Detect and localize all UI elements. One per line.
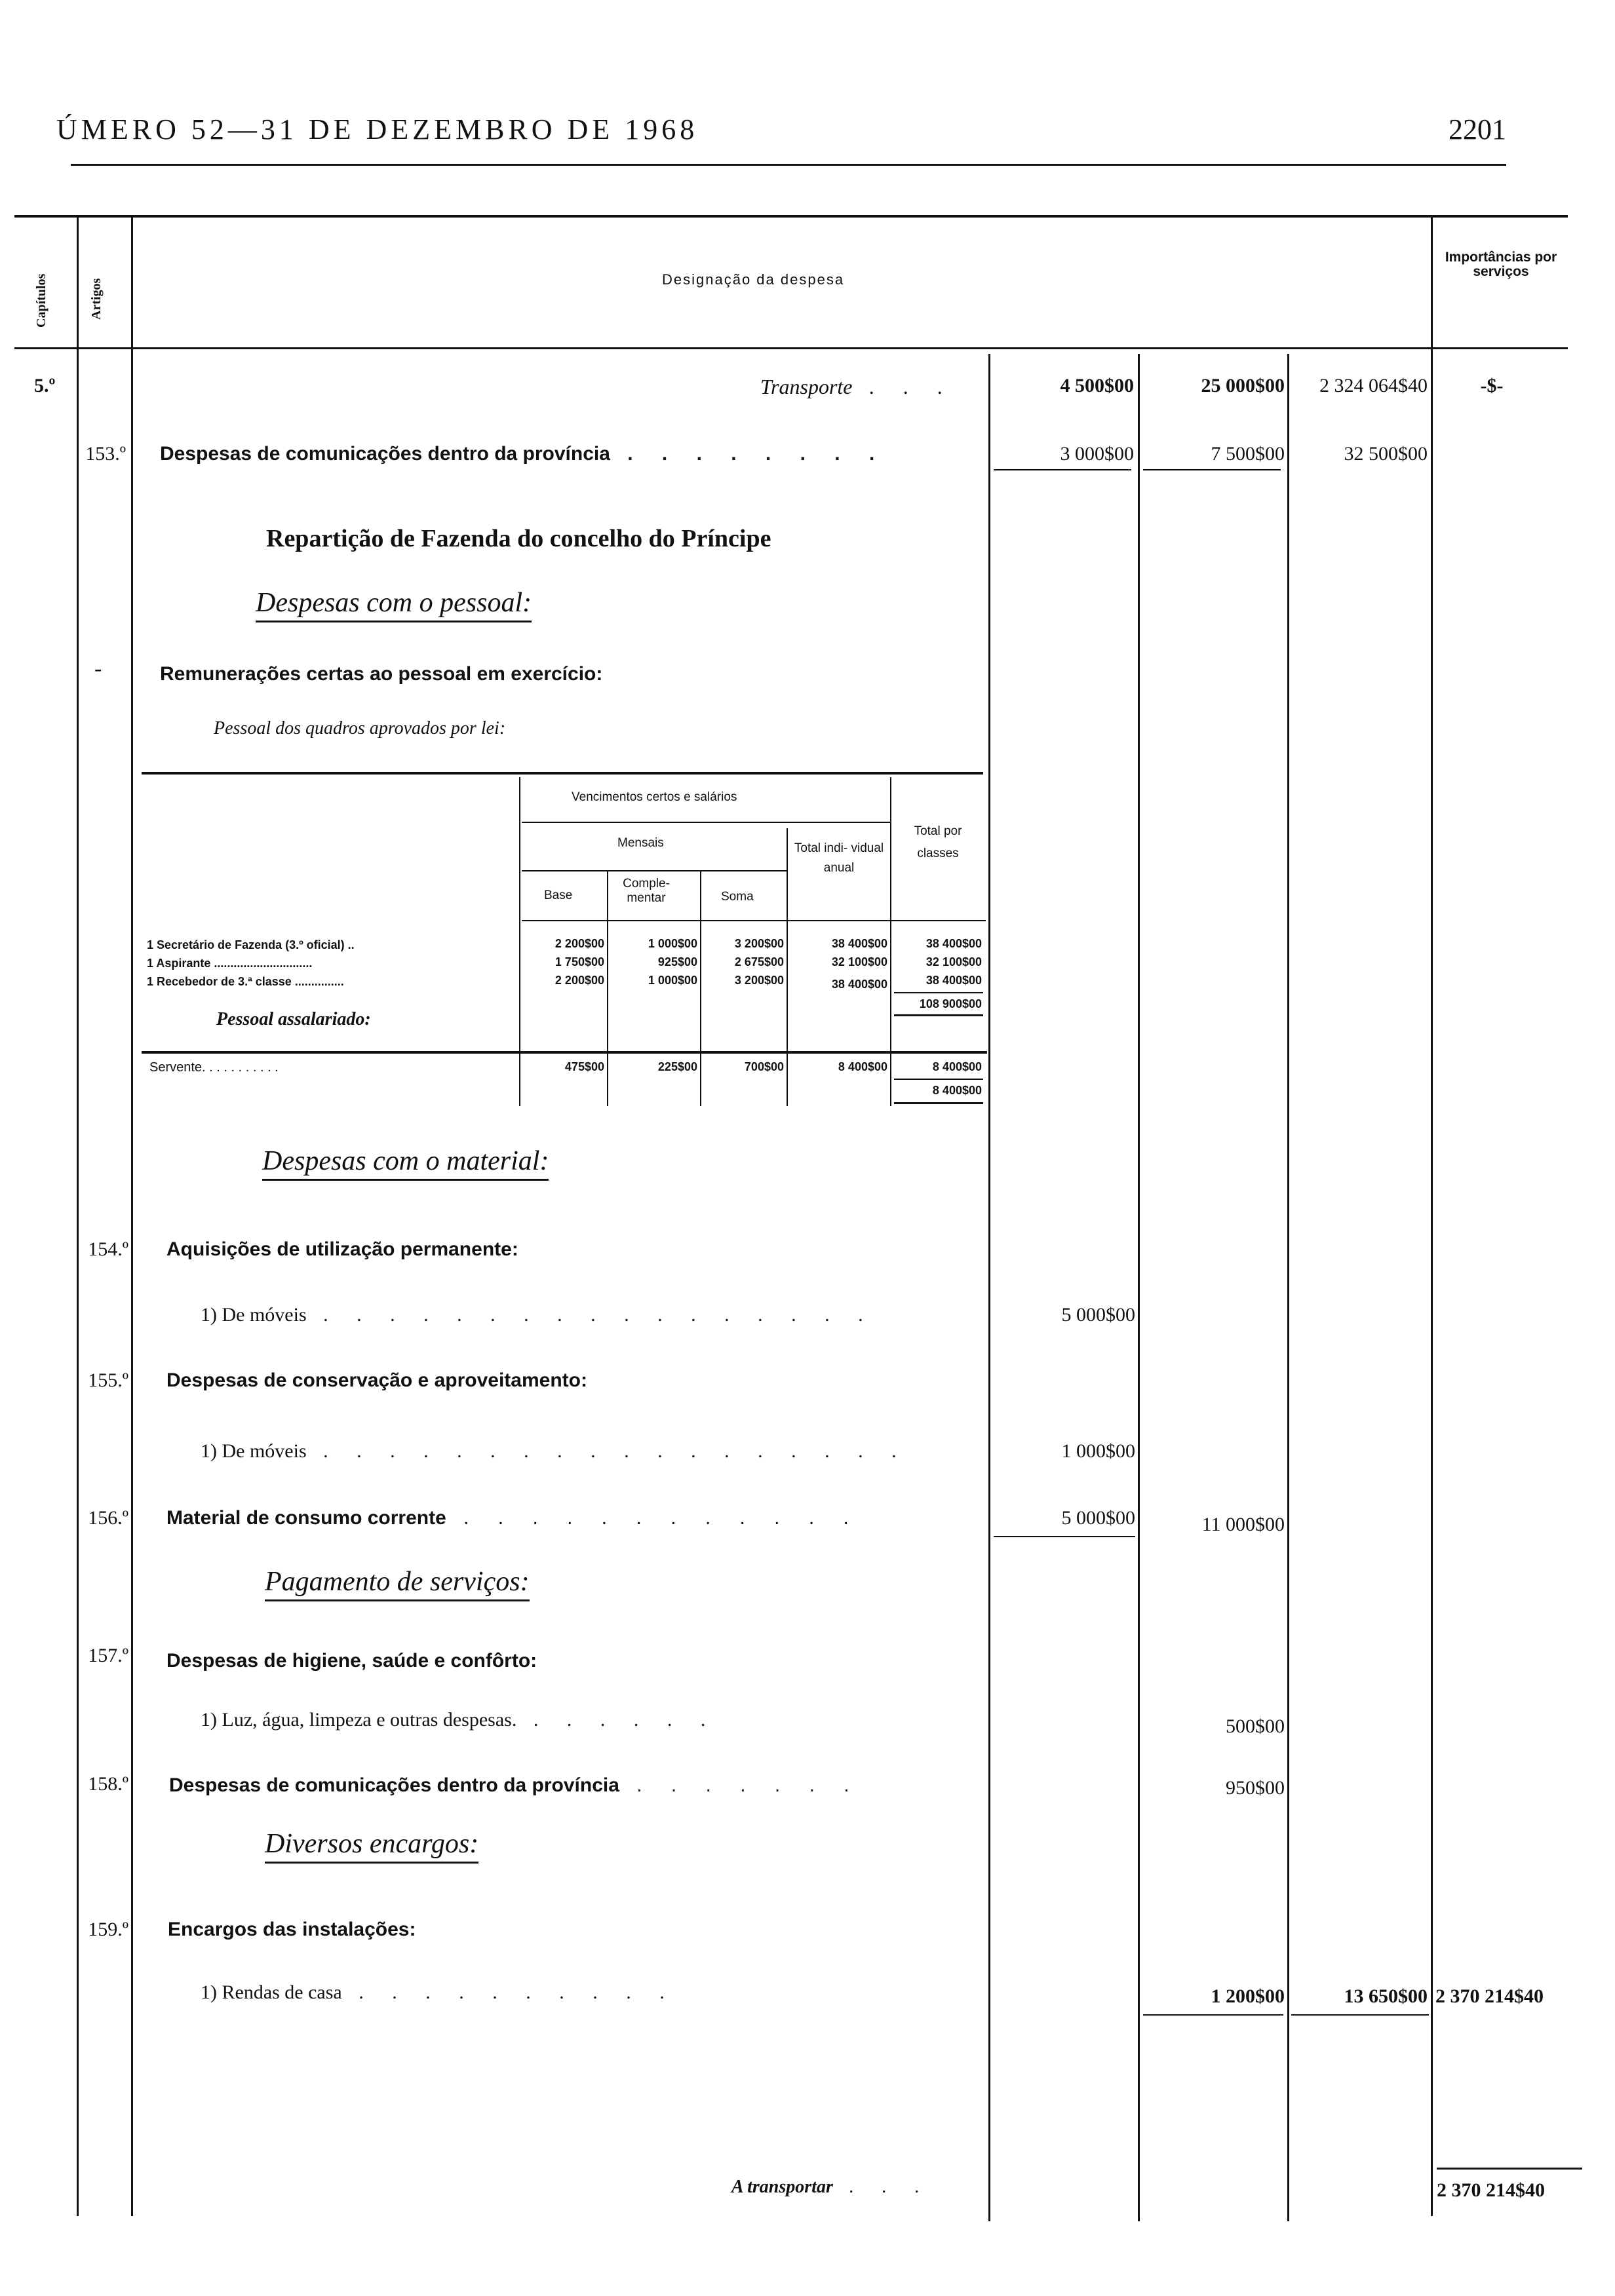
salary-row-2-base: 1 750$00 xyxy=(555,955,604,968)
servente-total-rule xyxy=(894,1079,983,1080)
col-line-c3 xyxy=(1287,354,1289,2221)
col-line-c2 xyxy=(1138,354,1140,2221)
transporte-c4: -$- xyxy=(1480,375,1504,396)
art153-rule-c1 xyxy=(994,469,1131,470)
salary-row-2-comp: 925$00 xyxy=(657,955,697,968)
remuneracoes-label: Remunerações certas ao pessoal em exercício: xyxy=(160,663,603,685)
salary-subtotal-rule xyxy=(894,992,983,993)
art159-c4: 2 370 214$40 xyxy=(1435,1985,1544,2007)
salary-row-3-soma: 3 200$00 xyxy=(734,974,784,987)
salary-row-1-desc: 1 Secretário de Fazenda (3.º oficial) .. xyxy=(147,938,355,951)
art159-rule-c3 xyxy=(1291,2014,1429,2016)
header-designacao: Designação da despesa xyxy=(662,271,845,288)
a-transportar-text: A transportar xyxy=(731,2177,833,2197)
salary-col-desc xyxy=(519,777,520,1106)
remuneracoes-dash: - xyxy=(94,657,102,681)
salary-subtotal-double-rule xyxy=(894,1014,983,1016)
art157-item-text: 1) Luz, água, limpeza e outras despesas. xyxy=(201,1709,517,1731)
salary-subtotal: 108 900$00 xyxy=(919,997,982,1010)
despesas-pessoal-heading xyxy=(256,587,532,619)
diversos-encargos-text: Diversos encargos: xyxy=(265,1829,478,1864)
salary-row-3-base: 2 200$00 xyxy=(555,974,604,987)
art159-item-text: 1) Rendas de casa xyxy=(201,1981,342,2003)
despesas-material-heading xyxy=(262,1145,549,1177)
capitulo-number: 5.º xyxy=(34,375,56,396)
col-line-cap xyxy=(77,218,79,2216)
art159-label: Encargos das instalações: xyxy=(168,1919,416,1940)
art154-item-text: 1) De móveis xyxy=(201,1304,307,1326)
col-line-c4 xyxy=(1431,218,1433,2216)
salary-row-3-desc: 1 Recebedor de 3.ª classe ............... xyxy=(147,975,344,988)
salary-row-2-anual: 32 100$00 xyxy=(831,955,887,968)
despesas-material-text: Despesas com o material: xyxy=(262,1146,549,1181)
servente-soma: 700$00 xyxy=(744,1060,784,1073)
salary-base-header: Base xyxy=(544,889,573,902)
salary-row-3-anual: 38 400$00 xyxy=(831,978,887,991)
salary-comp-header: Comple- mentar xyxy=(623,877,670,905)
salary-header-bottom xyxy=(522,920,986,921)
table-header-bottom-rule xyxy=(14,347,1568,349)
transporte-text: Transporte xyxy=(760,375,853,398)
art153-rule-c2 xyxy=(1143,469,1281,470)
art158-text: Despesas de comunicações dentro da província xyxy=(169,1774,619,1796)
art155-value: 1 000$00 xyxy=(1061,1440,1135,1462)
salary-row-3-comp: 1 000$00 xyxy=(648,974,697,987)
art154-item: 1) De móveis . . . . . . . . . . . . . . . . . xyxy=(201,1304,875,1326)
art153-number: 153.º xyxy=(85,443,126,465)
a-transportar-label: A transportar . . . xyxy=(731,2177,931,2197)
salary-col-anual xyxy=(787,828,788,1106)
art154-value: 5 000$00 xyxy=(1061,1304,1135,1326)
salary-row-1-anual: 38 400$00 xyxy=(831,937,887,950)
diversos-encargos-heading xyxy=(265,1828,478,1860)
salary-classes-header: Total por classes xyxy=(914,824,962,860)
despesas-pessoal-text: Despesas com o pessoal: xyxy=(256,588,532,622)
transporte-label: Transporte . . . xyxy=(760,375,955,398)
header-importancias: Importâncias por serviços xyxy=(1445,250,1557,279)
servente-anual: 8 400$00 xyxy=(838,1060,887,1073)
art156-text: Material de consumo corrente xyxy=(166,1507,446,1529)
salary-col-soma xyxy=(700,871,701,1106)
art159-c3: 13 650$00 xyxy=(1344,1985,1428,2007)
servente-classes: 8 400$00 xyxy=(932,1060,982,1073)
pagamento-servicos-text: Pagamento de serviços: xyxy=(265,1567,530,1601)
transporte-c1: 4 500$00 xyxy=(1060,375,1134,396)
art156-c1: 5 000$00 xyxy=(1061,1507,1135,1529)
servente-comp: 225$00 xyxy=(657,1060,697,1073)
salary-row-3-classes: 38 400$00 xyxy=(925,974,982,987)
art157-value: 500$00 xyxy=(1226,1715,1285,1737)
art159-rule-c2 xyxy=(1143,2014,1283,2016)
salary-mensais-header: Mensais xyxy=(617,836,664,850)
header-rule xyxy=(71,164,1506,166)
header-artigos: Artigos xyxy=(89,278,104,320)
art156-label: Material de consumo corrente . . . . . . . . . . . . xyxy=(166,1507,861,1529)
salary-group-header: Vencimentos certos e salários xyxy=(572,790,737,804)
salary-row-2-classes: 32 100$00 xyxy=(925,955,982,968)
salary-col-classes xyxy=(890,777,891,1106)
art157-number: 157.º xyxy=(88,1645,128,1666)
salary-row-2-soma: 2 675$00 xyxy=(734,955,784,968)
art153-label: Despesas de comunicações dentro da província . . . . . . . . xyxy=(160,443,887,465)
servente-total: 8 400$00 xyxy=(932,1084,982,1097)
salary-col-comp xyxy=(607,871,608,1106)
servente-base: 475$00 xyxy=(564,1060,604,1073)
a-transportar-rule xyxy=(1437,2168,1582,2170)
transporte-c2: 25 000$00 xyxy=(1201,375,1285,396)
salary-soma-header: Soma xyxy=(721,890,754,904)
servente-total-double-rule xyxy=(894,1102,983,1104)
art153-c3: 32 500$00 xyxy=(1344,443,1428,465)
art154-number: 154.º xyxy=(88,1238,128,1260)
page-header-title: ÚMERO 52—31 DE DEZEMBRO DE 1968 xyxy=(56,113,699,145)
table-top-rule xyxy=(14,215,1568,218)
salary-row-2-desc: 1 Aspirante .............................. xyxy=(147,957,313,970)
art155-item-text: 1) De móveis xyxy=(201,1440,307,1462)
servente-top-rule xyxy=(142,1051,987,1054)
art156-c2: 11 000$00 xyxy=(1201,1514,1285,1535)
pessoal-assalariado-label: Pessoal assalariado: xyxy=(216,1009,371,1029)
col-line-c1 xyxy=(988,354,990,2221)
salary-anual-header: Total indi- vidual anual xyxy=(794,841,884,875)
pessoal-quadros-label: Pessoal dos quadros aprovados por lei: xyxy=(214,718,506,738)
art157-item: 1) Luz, água, limpeza e outras despesas. . . . . . . xyxy=(201,1709,718,1731)
art154-label: Aquisições de utilização permanente: xyxy=(166,1238,518,1260)
transporte-c3: 2 324 064$40 xyxy=(1319,375,1428,396)
art158-label: Despesas de comunicações dentro da província . . . . . . . xyxy=(169,1774,861,1796)
salary-mensais-underline xyxy=(522,870,787,871)
salary-row-1-base: 2 200$00 xyxy=(555,937,604,950)
art156-number: 156.º xyxy=(88,1507,128,1529)
servente-desc: Servente. . . . . . . . . . . xyxy=(149,1060,279,1075)
salary-table-top xyxy=(142,772,983,775)
pagamento-servicos-heading xyxy=(265,1566,530,1598)
a-transportar-value: 2 370 214$40 xyxy=(1437,2179,1545,2201)
art156-rule xyxy=(994,1536,1135,1537)
page-number: 2201 xyxy=(1449,113,1506,145)
salary-row-1-classes: 38 400$00 xyxy=(925,937,982,950)
col-line-art xyxy=(131,218,133,2216)
salary-venc-underline xyxy=(522,822,890,823)
art155-number: 155.º xyxy=(88,1369,128,1391)
art157-label: Despesas de higiene, saúde e confôrto: xyxy=(166,1650,537,1672)
art159-item: 1) Rendas de casa . . . . . . . . . . xyxy=(201,1981,676,2003)
art159-c2: 1 200$00 xyxy=(1211,1985,1285,2007)
salary-row-1-soma: 3 200$00 xyxy=(734,937,784,950)
art159-number: 159.º xyxy=(88,1919,128,1940)
art155-item: 1) De móveis . . . . . . . . . . . . . . . . . . xyxy=(201,1440,908,1462)
art153-text: Despesas de comunicações dentro da província xyxy=(160,443,610,465)
salary-row-1-comp: 1 000$00 xyxy=(648,937,697,950)
art153-c2: 7 500$00 xyxy=(1211,443,1285,465)
art155-label: Despesas de conservação e aproveitamento: xyxy=(166,1369,587,1391)
header-capitulos: Capítulos xyxy=(34,273,49,328)
section-title: Repartição de Fazenda do concelho do Príncipe xyxy=(266,525,771,552)
art158-value: 950$00 xyxy=(1226,1777,1285,1799)
art158-number: 158.º xyxy=(88,1773,128,1795)
art153-c1: 3 000$00 xyxy=(1060,443,1134,465)
